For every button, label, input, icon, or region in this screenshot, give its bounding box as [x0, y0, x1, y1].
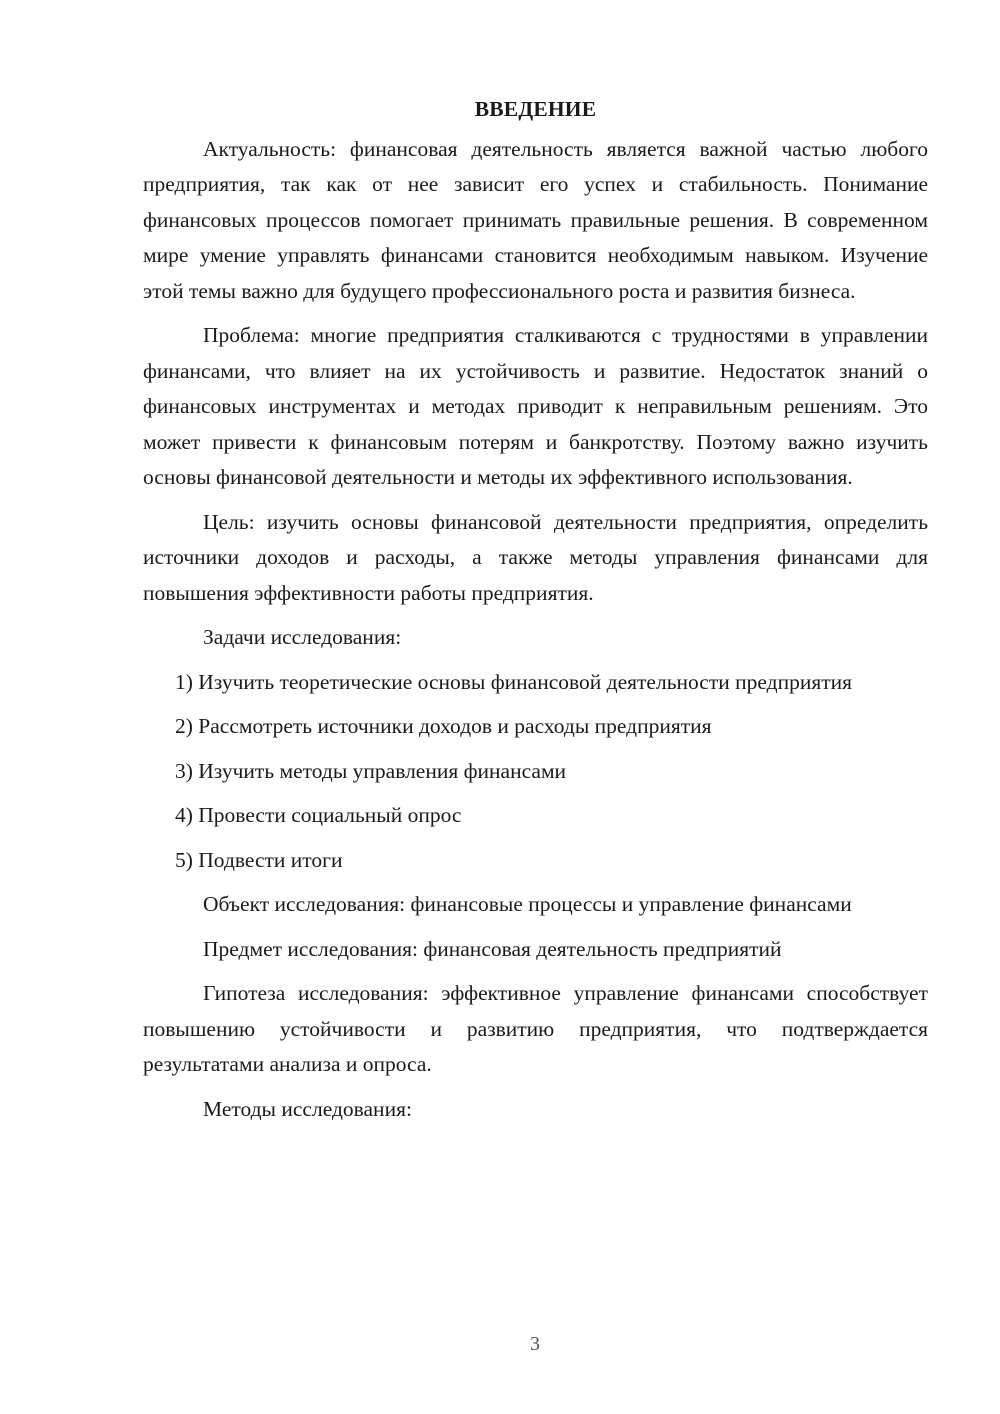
- paragraph-problem: Проблема: многие предприятия сталкиваются с трудностями в управлении финансами, что влияет на их устойчивость и развитие. Недостаток знаний о финансовых инструментах и методах приводит к неправильным решениям. Это может привести к финансовым потерям и банкротству. Поэтому важно изучить основы финансовой деятельности и методы их эффективного использования.: [143, 323, 928, 489]
- task-item-5: 5) Подвести итоги: [175, 847, 343, 872]
- paragraph-relevance: Актуальность: финансовая деятельность является важной частью любого предприятия, так как от нее зависит его успех и стабильность. Понимание финансовых процессов помогает принимать правильные решения. В современном мире умение управлять финансами становится необходимым навыком. Изучение этой темы важно для будущего профессионального роста и развития бизнеса.: [143, 136, 928, 303]
- task-item-3: 3) Изучить методы управления финансами: [175, 758, 567, 783]
- paragraph-methods-title: Методы исследования:: [203, 1096, 412, 1121]
- paragraph-hypothesis: Гипотеза исследования: эффективное управление финансами способствует повышению устойчивости и развитию предприятия, что подтверждается результатами анализа и опроса.: [143, 981, 928, 1076]
- paragraph-tasks-title: Задачи исследования:: [203, 625, 402, 649]
- page-number: 3: [530, 1333, 540, 1355]
- paragraph-object: Объект исследования: финансовые процессы и управление финансами: [203, 892, 852, 916]
- paragraph-goal: Цель: изучить основы финансовой деятельности предприятия, определить источники доходов и расходы, а также методы управления финансами для повышения эффективности работы предприятия.: [143, 509, 928, 605]
- task-item-4: 4) Провести социальный опрос: [175, 803, 462, 827]
- page-content: [143, 92, 928, 1136]
- paragraph-subject: Предмет исследования: финансовая деятельность предприятий: [203, 936, 782, 961]
- task-item-2: 2) Рассмотреть источники доходов и расходы предприятия: [175, 714, 712, 738]
- section-heading: ВВЕДЕНИЕ: [474, 97, 597, 121]
- task-item-1: 1) Изучить теоретические основы финансовой деятельности предприятия: [175, 669, 853, 694]
